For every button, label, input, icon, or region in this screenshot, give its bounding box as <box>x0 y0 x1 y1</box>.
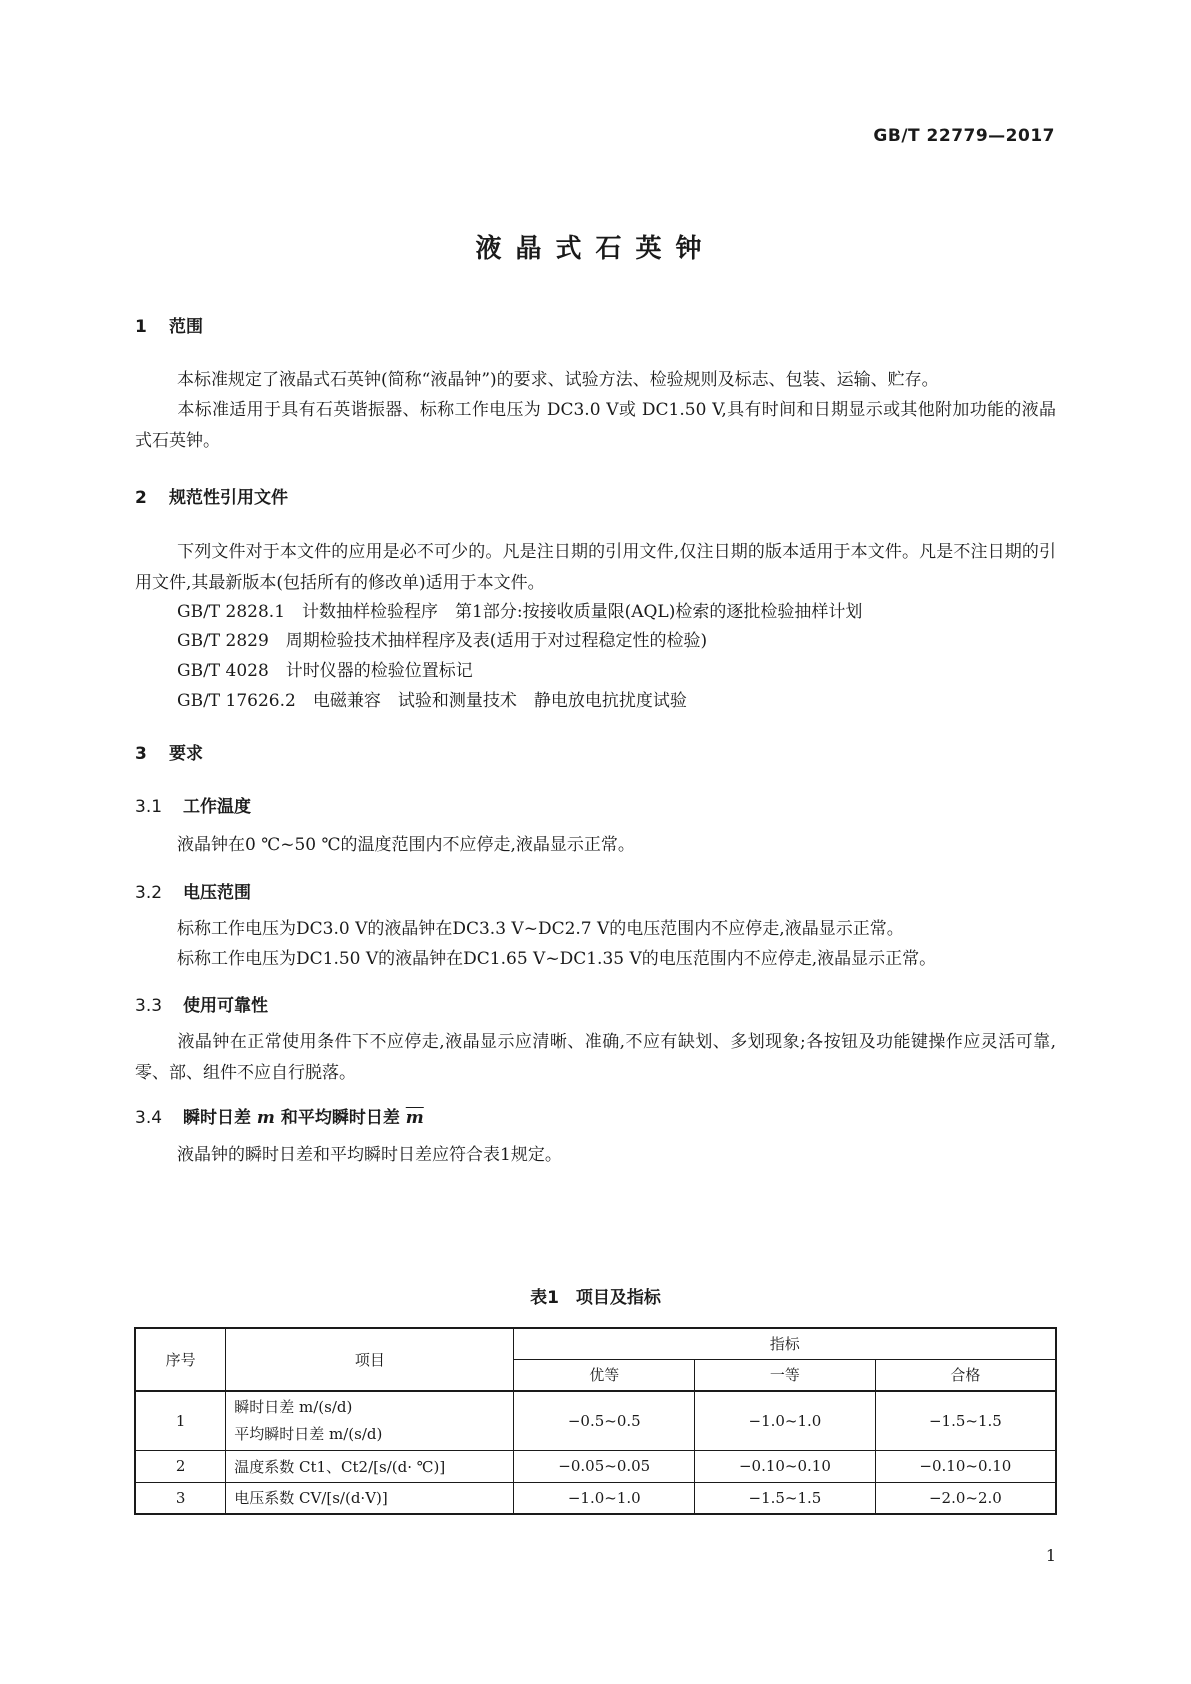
cell-value: −0.10~0.10 <box>695 1450 876 1482</box>
paragraph-text: 液晶钟在0 ℃~50 ℃的温度范围内不应停走,液晶显示正常。 <box>177 835 635 855</box>
section-2-paragraph-1 <box>135 537 1056 599</box>
paragraph-text: 本标准适用于具有石英谐振器、标称工作电压为 DC3.0 V或 DC1.50 V,具有时间和日期显示或其他附加功能的液晶式石英钟。 <box>135 400 1056 451</box>
paragraph-text: 液晶钟的瞬时日差和平均瞬时日差应符合表1规定。 <box>177 1145 562 1165</box>
document-title: 液晶式石英钟 <box>475 234 716 264</box>
section-title: 使用可靠性 <box>183 996 268 1016</box>
standard-code: GB/T 22779—2017 <box>873 126 1055 146</box>
paragraph-text: 标称工作电压为DC3.0 V的液晶钟在DC3.3 V~DC2.7 V的电压范围内不应停走,液晶显示正常。 <box>177 919 904 939</box>
paragraph-text: 标称工作电压为DC1.50 V的液晶钟在DC1.65 V~DC1.35 V的电压范围内不应停走,液晶显示正常。 <box>177 949 937 969</box>
cell-no: 3 <box>135 1482 226 1514</box>
section-number: 3.2 <box>135 883 163 903</box>
section-title: 工作温度 <box>183 797 251 817</box>
section-number: 2 <box>135 488 147 508</box>
cell-no: 2 <box>135 1450 226 1482</box>
cell-item: 电压系数 CV/[s/(d·V)] <box>226 1482 514 1514</box>
section-number: 1 <box>135 317 147 337</box>
section-number: 3 <box>135 744 147 764</box>
cell-value: −0.5~0.5 <box>514 1391 695 1450</box>
section-1-paragraph-1 <box>135 365 1056 396</box>
normative-reference: GB/T 2828.1 计数抽样检验程序 第1部分:按接收质量限(AQL)检索的逐批检验抽样计划 <box>177 602 863 622</box>
title-part: 和平均瞬时日差 <box>274 1108 406 1128</box>
item-line: 瞬时日差 m/(s/d) <box>234 1397 353 1416</box>
header-grade-first: 一等 <box>695 1359 876 1391</box>
section-title: 要求 <box>169 744 203 764</box>
normative-reference: GB/T 4028 计时仪器的检验位置标记 <box>177 661 473 681</box>
paragraph-text: 本标准规定了液晶式石英钟(简称“液晶钟”)的要求、试验方法、检验规则及标志、包装、运输、贮存。 <box>177 370 939 390</box>
cell-value: −2.0~2.0 <box>875 1482 1056 1514</box>
section-number: 3.4 <box>135 1108 163 1128</box>
table-caption: 表1 项目及指标 <box>530 1288 661 1308</box>
section-title: 规范性引用文件 <box>169 488 288 508</box>
page-number: 1 <box>1045 1546 1056 1565</box>
section-3-3-heading <box>135 991 268 1016</box>
table-row <box>135 1482 1056 1514</box>
cell-item: 温度系数 Ct1、Ct2/[s/(d· ℃)] <box>226 1450 514 1482</box>
cell-value: −0.10~0.10 <box>875 1450 1056 1482</box>
normative-reference: GB/T 17626.2 电磁兼容 试验和测量技术 静电放电抗扰度试验 <box>177 691 687 711</box>
section-1-paragraph-2 <box>135 395 1056 457</box>
title-part: 瞬时日差 <box>183 1108 257 1128</box>
symbol-m-bar: $\overline{m}$ <box>405 1108 424 1128</box>
section-2-heading <box>135 483 288 508</box>
section-3-2-heading <box>135 878 251 903</box>
header-index: 指标 <box>514 1328 1056 1359</box>
header-no: 序号 <box>135 1328 226 1391</box>
table-row <box>135 1391 1056 1450</box>
section-title: 电压范围 <box>183 883 251 903</box>
table-row <box>135 1450 1056 1482</box>
section-3-4-paragraph <box>135 1140 1056 1171</box>
header-grade-excellent: 优等 <box>514 1359 695 1391</box>
section-3-2-paragraph-1 <box>135 914 1056 945</box>
paragraph-text: 液晶钟在正常使用条件下不应停走,液晶显示应清晰、准确,不应有缺划、多划现象;各按钮及功能键操作应灵活可靠,零、部、组件不应自行脱落。 <box>135 1032 1056 1083</box>
paragraph-text: 下列文件对于本文件的应用是必不可少的。凡是注日期的引用文件,仅注日期的版本适用于本文件。凡是不注日期的引用文件,其最新版本(包括所有的修改单)适用于本文件。 <box>135 542 1056 593</box>
section-3-3-paragraph <box>135 1027 1056 1089</box>
cell-value: −1.0~1.0 <box>514 1482 695 1514</box>
header-item: 项目 <box>226 1328 514 1391</box>
symbol-m: m <box>256 1108 275 1128</box>
section-number: 3.3 <box>135 996 163 1016</box>
header-grade-qualified: 合格 <box>875 1359 1056 1391</box>
cell-value: −1.5~1.5 <box>875 1391 1056 1450</box>
spec-table <box>134 1327 1057 1515</box>
section-3-heading <box>135 739 203 764</box>
section-number: 3.1 <box>135 797 163 817</box>
section-title <box>183 1108 424 1128</box>
section-3-2-paragraph-2 <box>135 944 1056 975</box>
cell-value: −1.5~1.5 <box>695 1482 876 1514</box>
item-line: 平均瞬时日差 m/(s/d) <box>234 1424 383 1443</box>
normative-reference: GB/T 2829 周期检验技术抽样程序及表(适用于对过程稳定性的检验) <box>177 631 708 651</box>
section-3-4-heading <box>135 1103 424 1128</box>
section-title: 范围 <box>169 317 203 337</box>
section-3-1-paragraph <box>135 830 1056 861</box>
cell-value: −0.05~0.05 <box>514 1450 695 1482</box>
cell-no: 1 <box>135 1391 226 1450</box>
section-3-1-heading <box>135 792 251 817</box>
cell-item <box>226 1391 514 1450</box>
cell-value: −1.0~1.0 <box>695 1391 876 1450</box>
section-1-heading <box>135 312 203 337</box>
